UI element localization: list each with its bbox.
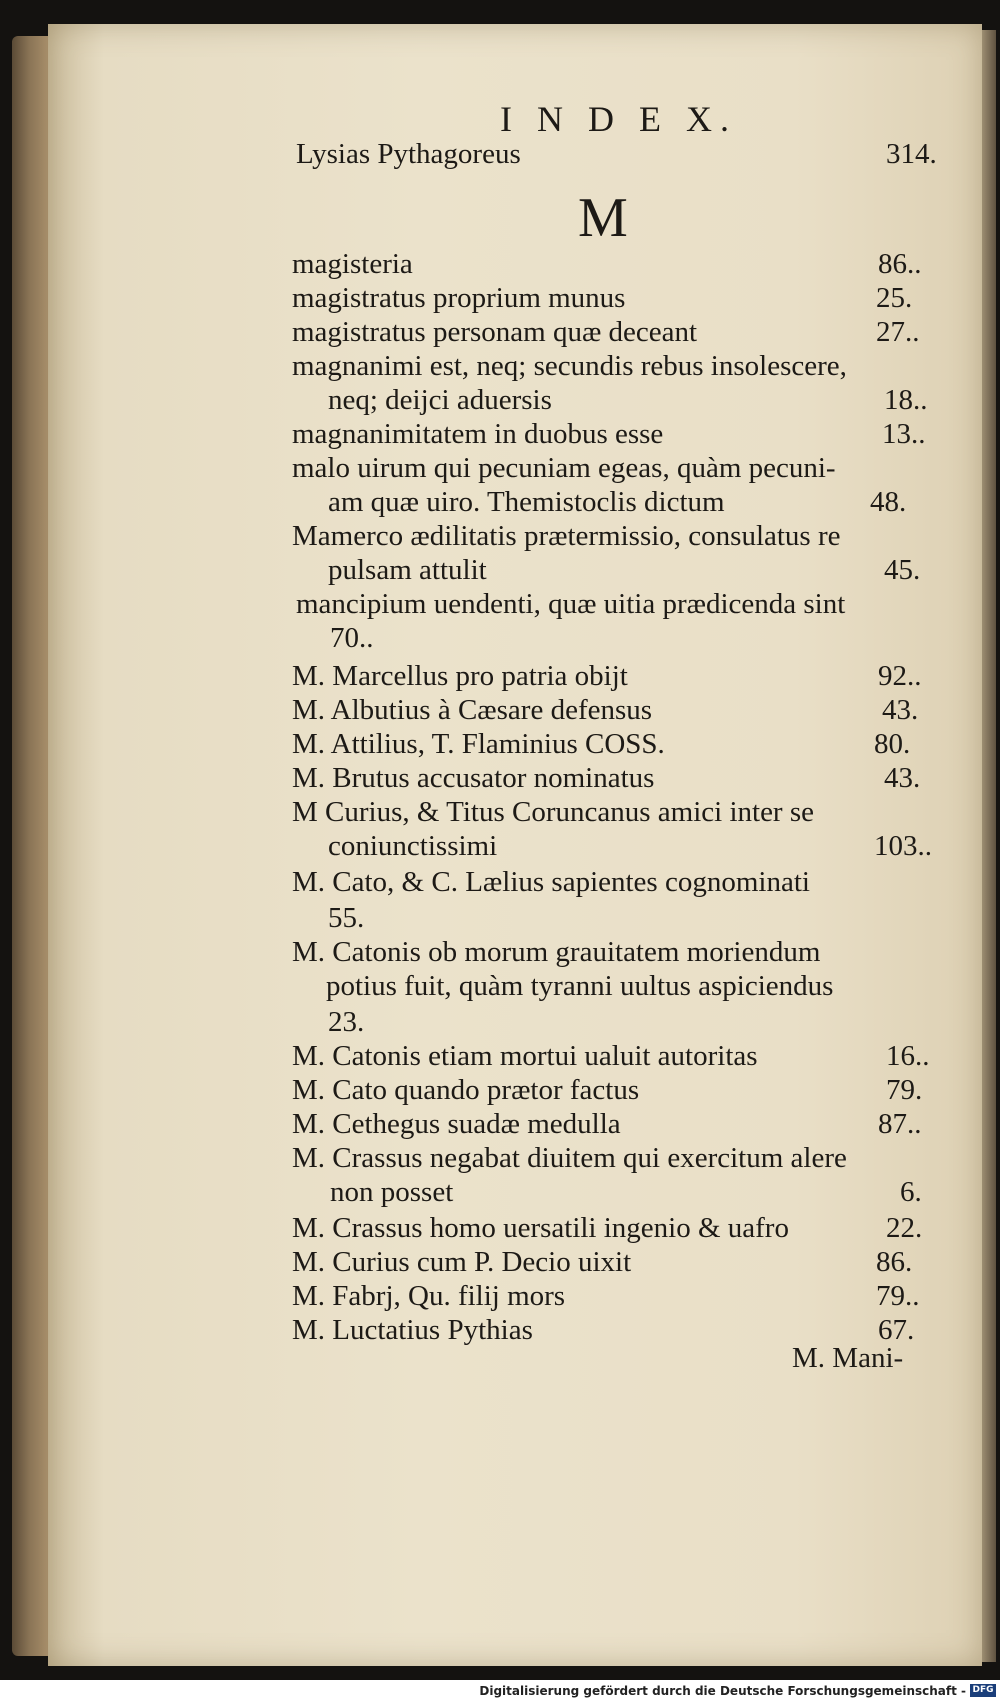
entry-text: M. Brutus accusator nominatus (292, 762, 655, 794)
entry-text: Mamerco ædilitatis prætermissio, consulatus re (292, 520, 841, 552)
entry-page: 80. (874, 728, 911, 760)
entry-text: M. Crassus negabat diuitem qui exercitum alere (292, 1142, 847, 1174)
entry-text: magisteria (292, 248, 413, 280)
entry-text: magistratus proprium munus (292, 282, 626, 314)
entry-text: neq; deijci aduersis (328, 384, 552, 416)
entry-page: 87.. (878, 1108, 922, 1140)
entry-page: 314. (886, 138, 937, 170)
page-right-edge (982, 30, 996, 1662)
entry-text: 23. (328, 1006, 365, 1038)
entry-text: pulsam attulit (328, 554, 487, 586)
entry-text: mancipium uendenti, quæ uitia prædicenda sint (296, 588, 846, 620)
footer-credit: Digitalisierung gefördert durch die Deutsche Forschungsgemeinschaft - (479, 1684, 966, 1698)
entry-page: 79.. (876, 1280, 920, 1312)
section-letter: M (578, 187, 628, 249)
footer-bar (0, 1680, 1000, 1702)
entry-page: 103.. (874, 830, 932, 862)
entry-text: M. Catonis ob morum grauitatem moriendum (292, 936, 821, 968)
entry-page: 27.. (876, 316, 920, 348)
entry-text: 70.. (330, 622, 374, 654)
entry-page: 16.. (886, 1040, 930, 1072)
entry-text: magnanimi est, neq; secundis rebus insolescere, (292, 350, 847, 382)
entry-text: potius fuit, quàm tyranni uultus aspiciendus (326, 970, 834, 1002)
entry-page: 25. (876, 282, 913, 314)
dfg-logo: DFG (970, 1684, 996, 1697)
entry-text: non posset (330, 1176, 454, 1208)
entry-text: M Curius, & Titus Coruncanus amici inter se (292, 796, 814, 828)
entry-text: coniunctissimi (328, 830, 498, 862)
entry-page: 86. (876, 1246, 913, 1278)
entry-page: 92.. (878, 660, 922, 692)
entry-page: 22. (886, 1212, 923, 1244)
catchword-text: M. Mani- (792, 1342, 904, 1374)
entry-text: M. Luctatius Pythias (292, 1314, 533, 1346)
entry-page: 18.. (884, 384, 928, 416)
running-head: I N D E X. (500, 99, 737, 139)
entry-text: malo uirum qui pecuniam egeas, quàm pecuni- (292, 452, 836, 484)
entry-text: M. Cato quando prætor factus (292, 1074, 640, 1106)
entry-text: M. Cato, & C. Lælius sapientes cognominati (292, 866, 810, 898)
entry-text: M. Cethegus suadæ medulla (292, 1108, 621, 1140)
entry-text: M. Marcellus pro patria obijt (292, 660, 628, 692)
entry-text: magnanimitatem in duobus esse (292, 418, 664, 450)
entry-text: M. Albutius à Cæsare defensus (292, 694, 653, 726)
entry-text: M. Crassus homo uersatili ingenio & uafro (292, 1212, 789, 1244)
entry-page: 79. (886, 1074, 923, 1106)
entry-page: 43. (882, 694, 919, 726)
entry-page: 67. (878, 1314, 915, 1346)
entry-page: 13.. (882, 418, 926, 450)
entry-text: M. Fabrj, Qu. filij mors (292, 1280, 566, 1312)
entry-page: 45. (884, 554, 921, 586)
book-page (48, 24, 982, 1666)
entry-text: am quæ uiro. Themistoclis dictum (328, 486, 725, 518)
entry-text: M. Curius cum P. Decio uixit (292, 1246, 632, 1278)
entry-text: 55. (328, 902, 365, 934)
entry-page: 43. (884, 762, 921, 794)
entry-page: 48. (870, 486, 907, 518)
entry-page: 6. (900, 1176, 922, 1208)
entry-text: Lysias Pythagoreus (296, 138, 521, 170)
entry-text: M. Attilius, T. Flaminius COSS. (292, 728, 665, 760)
entry-page: 86.. (878, 248, 922, 280)
entry-text: M. Catonis etiam mortui ualuit autoritas (292, 1040, 758, 1072)
entry-text: magistratus personam quæ deceant (292, 316, 698, 348)
